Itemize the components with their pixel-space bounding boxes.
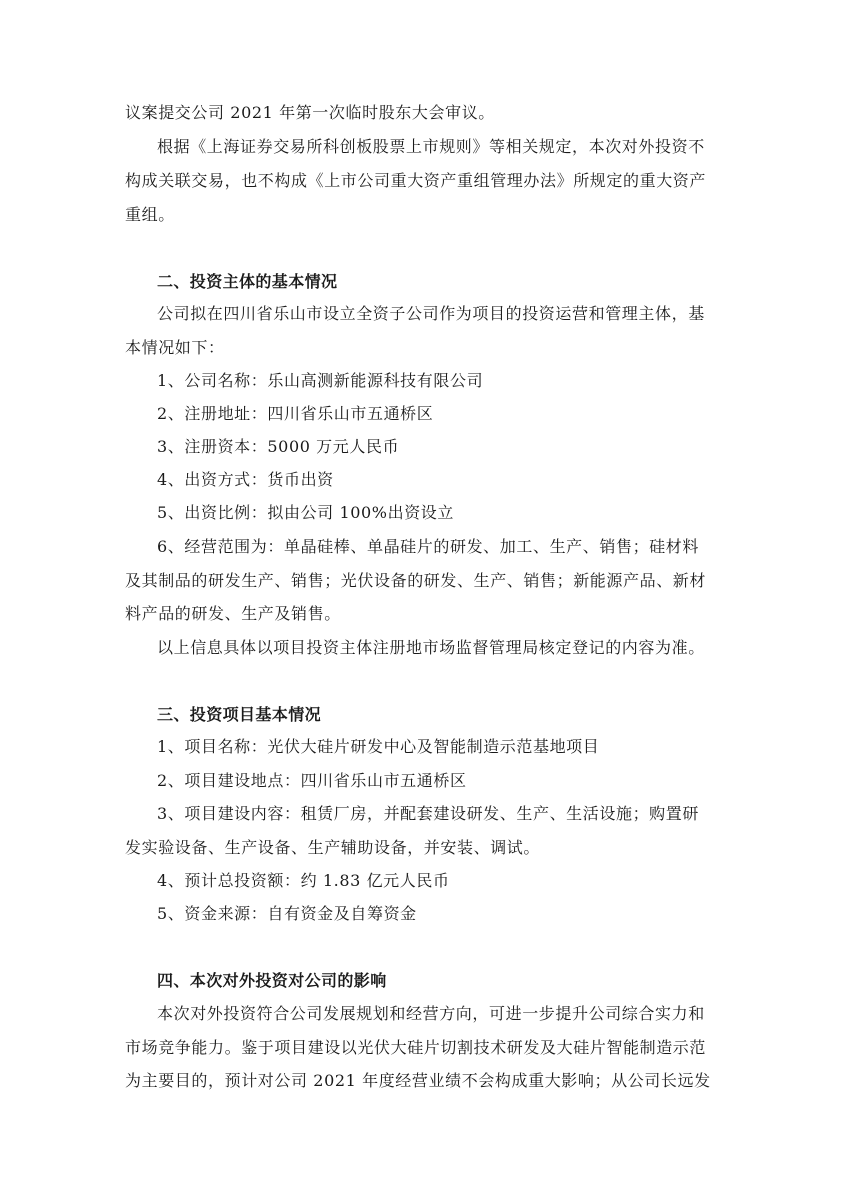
list-item: 4、预计总投资额：约 1.83 亿元人民币 (157, 871, 450, 890)
paragraph-line: 重组。 (125, 205, 175, 224)
list-item: 4、出资方式：货币出资 (157, 470, 334, 489)
section-heading-4: 四、本次对外投资对公司的影响 (157, 971, 387, 990)
paragraph-line: 发实验设备、生产设备、生产辅助设备，并安装、调试。 (125, 838, 541, 857)
paragraph-line: 料产品的研发、生产及销售。 (125, 604, 341, 623)
list-item: 5、出资比例：拟由公司 100%出资设立 (157, 503, 455, 522)
paragraph-line: 本情况如下： (125, 338, 225, 357)
paragraph-line: 为主要目的，预计对公司 2021 年度经营业绩不会构成重大影响；从公司长远发 (125, 1071, 711, 1090)
section-heading-3: 三、投资项目基本情况 (157, 705, 322, 724)
paragraph-line: 根据《上海证券交易所科创板股票上市规则》等相关规定，本次对外投资不 (157, 137, 705, 156)
list-item: 1、公司名称：乐山高测新能源科技有限公司 (157, 371, 484, 390)
section-heading-2: 二、投资主体的基本情况 (157, 272, 338, 291)
paragraph-line: 以上信息具体以项目投资主体注册地市场监督管理局核定登记的内容为准。 (157, 638, 705, 657)
paragraph-line: 议案提交公司 2021 年第一次临时股东大会审议。 (125, 103, 495, 122)
paragraph-line: 公司拟在四川省乐山市设立全资子公司作为项目的投资运营和管理主体，基 (157, 304, 705, 323)
list-item: 6、经营范围为：单晶硅棒、单晶硅片的研发、加工、生产、销售；硅材料 (157, 537, 699, 556)
paragraph-line: 市场竞争能力。鉴于项目建设以光伏大硅片切割技术研发及大硅片智能制造示范 (125, 1038, 707, 1057)
list-item: 5、资金来源：自有资金及自筹资金 (157, 904, 417, 923)
paragraph-line: 本次对外投资符合公司发展规划和经营方向，可进一步提升公司综合实力和 (157, 1004, 705, 1023)
paragraph-line: 及其制品的研发生产、销售；光伏设备的研发、生产、销售；新能源产品、新材 (125, 571, 707, 590)
paragraph-line: 构成关联交易，也不构成《上市公司重大资产重组管理办法》所规定的重大资产 (125, 171, 707, 190)
list-item: 2、项目建设地点：四川省乐山市五通桥区 (157, 771, 467, 790)
list-item: 3、项目建设内容：租赁厂房，并配套建设研发、生产、生活设施；购置研 (157, 804, 699, 823)
list-item: 1、项目名称：光伏大硅片研发中心及智能制造示范基地项目 (157, 737, 600, 756)
list-item: 3、注册资本：5000 万元人民币 (157, 437, 400, 456)
list-item: 2、注册地址：四川省乐山市五通桥区 (157, 404, 434, 423)
